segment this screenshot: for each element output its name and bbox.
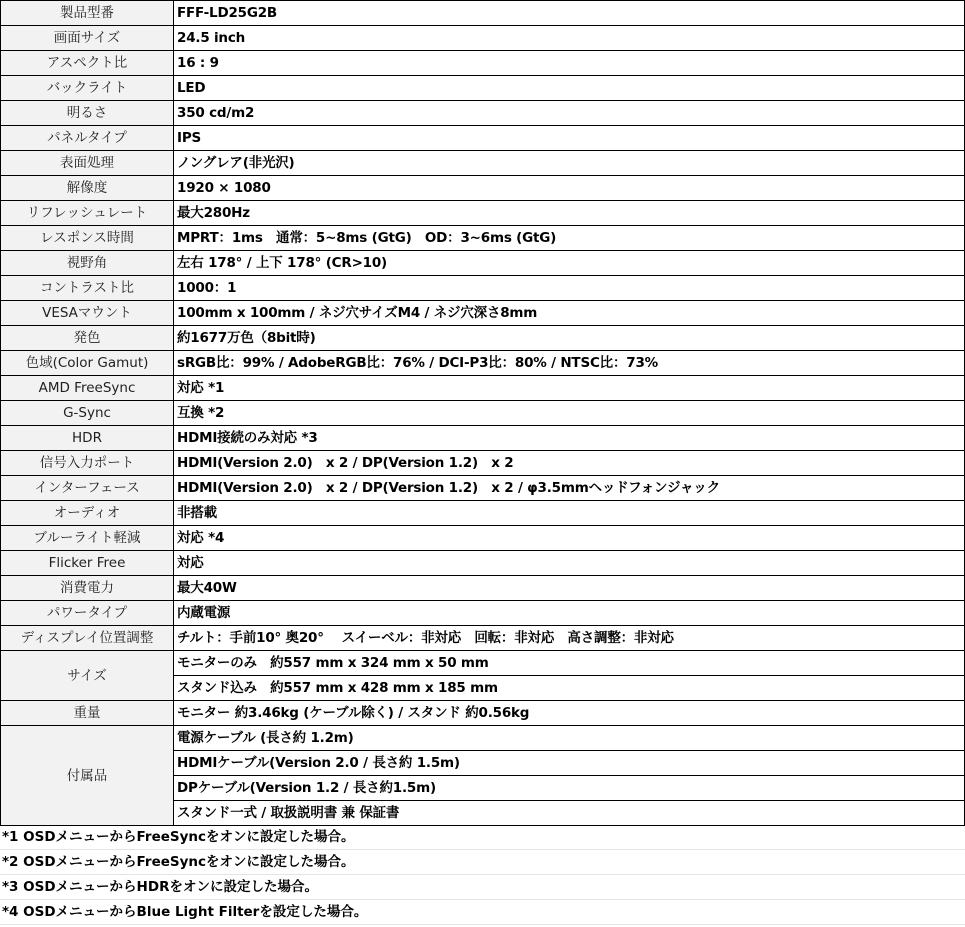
spec-row-panel-type bbox=[1, 126, 965, 151]
spec-row-weight bbox=[1, 701, 965, 726]
spec-row-blue-light bbox=[1, 526, 965, 551]
spec-row-contrast bbox=[1, 276, 965, 301]
spec-value: 最大40W bbox=[174, 576, 965, 601]
spec-label: G-Sync bbox=[1, 401, 174, 426]
spec-row-position-adjust bbox=[1, 626, 965, 651]
footnote-1: *1 OSDメニューからFreeSyncをオンに設定した場合。 bbox=[0, 825, 965, 850]
spec-label: 解像度 bbox=[1, 176, 174, 201]
spec-row-resolution bbox=[1, 176, 965, 201]
spec-value: 左右 178° / 上下 178° (CR>10) bbox=[174, 251, 965, 276]
spec-label: バックライト bbox=[1, 76, 174, 101]
spec-row-vesa bbox=[1, 301, 965, 326]
spec-label: 色域(Color Gamut) bbox=[1, 351, 174, 376]
size-value-with-stand: スタンド込み 約557 mm x 428 mm x 185 mm bbox=[174, 676, 965, 701]
spec-row-flicker-free bbox=[1, 551, 965, 576]
spec-row-colors bbox=[1, 326, 965, 351]
spec-row-surface bbox=[1, 151, 965, 176]
spec-label: オーディオ bbox=[1, 501, 174, 526]
spec-label: アスペクト比 bbox=[1, 51, 174, 76]
spec-row-freesync bbox=[1, 376, 965, 401]
spec-row-interface bbox=[1, 476, 965, 501]
spec-value: IPS bbox=[174, 126, 965, 151]
spec-value: 最大280Hz bbox=[174, 201, 965, 226]
size-value-monitor: モニターのみ 約557 mm x 324 mm x 50 mm bbox=[174, 651, 965, 676]
spec-row-gsync bbox=[1, 401, 965, 426]
spec-label: 消費電力 bbox=[1, 576, 174, 601]
spec-row-size bbox=[1, 651, 965, 676]
accessory-item: DPケーブル(Version 1.2 / 長さ約1.5m) bbox=[174, 776, 965, 801]
spec-row-viewing-angle bbox=[1, 251, 965, 276]
footnote-3: *3 OSDメニューからHDRをオンに設定した場合。 bbox=[0, 875, 965, 900]
spec-row-aspect-ratio bbox=[1, 51, 965, 76]
spec-label: VESAマウント bbox=[1, 301, 174, 326]
spec-value: 1920 × 1080 bbox=[174, 176, 965, 201]
spec-value: 約1677万色（8bit時) bbox=[174, 326, 965, 351]
spec-label: コントラスト比 bbox=[1, 276, 174, 301]
spec-value: FFF-LD25G2B bbox=[174, 1, 965, 26]
spec-value: HDMI接続のみ対応 *3 bbox=[174, 426, 965, 451]
spec-label: リフレッシュレート bbox=[1, 201, 174, 226]
spec-row-response-time bbox=[1, 226, 965, 251]
spec-label: 画面サイズ bbox=[1, 26, 174, 51]
spec-row-audio bbox=[1, 501, 965, 526]
size-label: サイズ bbox=[1, 651, 174, 701]
spec-label: ブルーライト軽減 bbox=[1, 526, 174, 551]
spec-row-power-consumption bbox=[1, 576, 965, 601]
spec-value: 100mm x 100mm / ネジ穴サイズM4 / ネジ穴深さ8mm bbox=[174, 301, 965, 326]
spec-label: 製品型番 bbox=[1, 1, 174, 26]
spec-label: 表面処理 bbox=[1, 151, 174, 176]
spec-row-refresh-rate bbox=[1, 201, 965, 226]
spec-value: HDMI(Version 2.0) x 2 / DP(Version 1.2) x 2 bbox=[174, 451, 965, 476]
footnotes bbox=[0, 825, 965, 925]
spec-row-brightness bbox=[1, 101, 965, 126]
spec-value: HDMI(Version 2.0) x 2 / DP(Version 1.2) x 2 / φ3.5mmヘッドフォンジャック bbox=[174, 476, 965, 501]
spec-label: 明るさ bbox=[1, 101, 174, 126]
accessory-item: 電源ケーブル (長さ約 1.2m) bbox=[174, 726, 965, 751]
spec-value: 350 cd/m2 bbox=[174, 101, 965, 126]
weight-value: モニター 約3.46kg (ケーブル除く) / スタンド 約0.56kg bbox=[174, 701, 965, 726]
spec-value: 1000：1 bbox=[174, 276, 965, 301]
spec-label: 信号入力ポート bbox=[1, 451, 174, 476]
spec-value: 内蔵電源 bbox=[174, 601, 965, 626]
spec-value: 対応 *4 bbox=[174, 526, 965, 551]
spec-row-accessories bbox=[1, 726, 965, 751]
spec-value: MPRT：1ms 通常：5~8ms (GtG) OD：3~6ms (GtG) bbox=[174, 226, 965, 251]
spec-row-hdr bbox=[1, 426, 965, 451]
spec-label: AMD FreeSync bbox=[1, 376, 174, 401]
spec-value: チルト：手前10° 奥20° スイーベル：非対応 回転：非対応 高さ調整：非対応 bbox=[174, 626, 965, 651]
spec-row-color-gamut bbox=[1, 351, 965, 376]
spec-value: 非搭載 bbox=[174, 501, 965, 526]
spec-label: ディスプレイ位置調整 bbox=[1, 626, 174, 651]
spec-value: 24.5 inch bbox=[174, 26, 965, 51]
spec-value: 16 : 9 bbox=[174, 51, 965, 76]
spec-row-input-ports bbox=[1, 451, 965, 476]
spec-value: ノングレア(非光沢) bbox=[174, 151, 965, 176]
spec-label: パネルタイプ bbox=[1, 126, 174, 151]
spec-row-model bbox=[1, 1, 965, 26]
spec-label: レスポンス時間 bbox=[1, 226, 174, 251]
spec-row-screen-size bbox=[1, 26, 965, 51]
spec-label: HDR bbox=[1, 426, 174, 451]
spec-label: パワータイプ bbox=[1, 601, 174, 626]
spec-value: LED bbox=[174, 76, 965, 101]
accessories-label: 付属品 bbox=[1, 726, 174, 826]
spec-label: 発色 bbox=[1, 326, 174, 351]
accessory-item: HDMIケーブル(Version 2.0 / 長さ約 1.5m) bbox=[174, 751, 965, 776]
footnote-2: *2 OSDメニューからFreeSyncをオンに設定した場合。 bbox=[0, 850, 965, 875]
spec-label: Flicker Free bbox=[1, 551, 174, 576]
spec-label: インターフェース bbox=[1, 476, 174, 501]
weight-label: 重量 bbox=[1, 701, 174, 726]
accessory-item: スタンド一式 / 取扱説明書 兼 保証書 bbox=[174, 801, 965, 826]
spec-value: 互換 *2 bbox=[174, 401, 965, 426]
spec-row-backlight bbox=[1, 76, 965, 101]
spec-row-power-type bbox=[1, 601, 965, 626]
footnote-4: *4 OSDメニューからBlue Light Filterを設定した場合。 bbox=[0, 900, 965, 925]
spec-value: 対応 bbox=[174, 551, 965, 576]
spec-value: 対応 *1 bbox=[174, 376, 965, 401]
spec-label: 視野角 bbox=[1, 251, 174, 276]
spec-value: sRGB比：99% / AdobeRGB比：76% / DCI-P3比：80% / NTSC比：73% bbox=[174, 351, 965, 376]
